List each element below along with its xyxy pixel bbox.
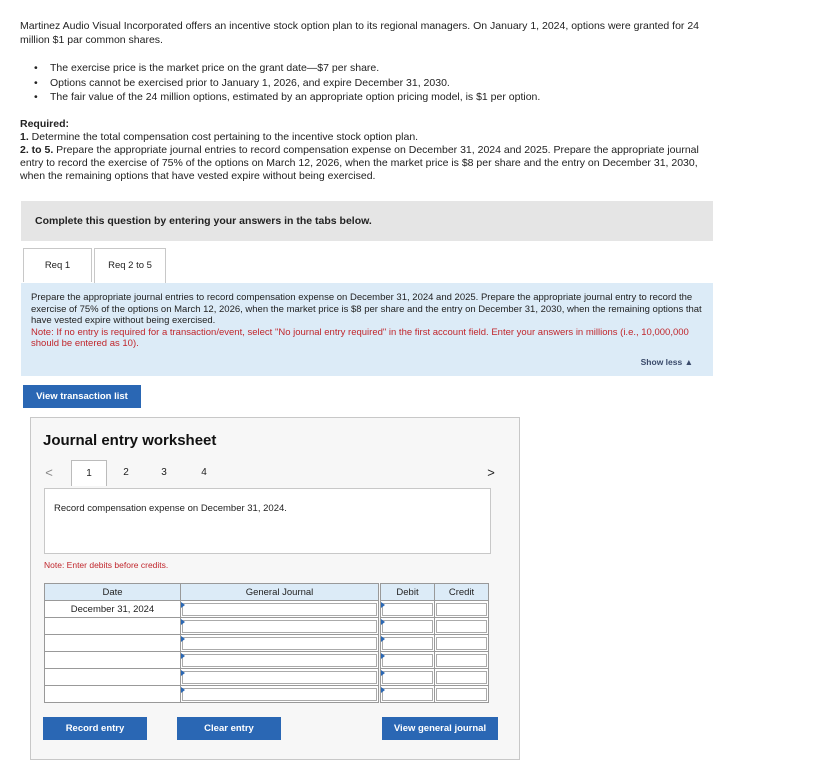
tab-req-1[interactable]: Req 1 (23, 248, 92, 282)
debit-input[interactable] (381, 652, 435, 669)
input-marker-icon (381, 653, 385, 659)
dropdown-arrow-icon (181, 619, 185, 625)
input-marker-icon (381, 602, 385, 608)
panel-instructions: Prepare the appropriate journal entries to record compensation expense on December 31, 2024 and 2025. Prepare the appropriate journal entry to record the exercise of 75% of the options on March 12, 2026, when the market price is $8 per share and the entry on December 31, 2030, when the remaining options that have vested expire without being exercised. (31, 292, 702, 326)
date-column-header: Date (45, 584, 181, 601)
worksheet-title: Journal entry worksheet (43, 432, 217, 449)
problem-intro: Martinez Audio Visual Incorporated offers an incentive stock option plan to its regional managers. On January 1, 2024, options were granted for 24 million $1 par common shares. (20, 20, 700, 46)
date-cell (45, 635, 181, 652)
entry-description: Record compensation expense on December 31, 2024. (44, 488, 491, 554)
clear-entry-button[interactable]: Clear entry (177, 717, 281, 740)
required-heading: Required: (20, 118, 70, 130)
date-cell (45, 686, 181, 703)
journal-entry-table (44, 583, 489, 703)
table-row (45, 669, 489, 686)
bullet-item: • The fair value of the 24 million options, estimated by an appropriate option pricing model, is $1 per option. (34, 90, 540, 105)
debit-input[interactable] (381, 635, 435, 652)
tab-instructions-panel (21, 283, 713, 376)
dropdown-arrow-icon (181, 687, 185, 693)
page-3-tab[interactable]: 3 (161, 467, 167, 478)
table-row (45, 635, 489, 652)
account-select[interactable] (181, 669, 379, 686)
next-page-chevron-icon[interactable]: > (487, 465, 495, 480)
credit-input[interactable] (435, 686, 489, 703)
bullet-item: • The exercise price is the market price on the grant date—$7 per share. (34, 61, 540, 76)
account-select[interactable] (181, 601, 379, 618)
required-item-2-text: Prepare the appropriate journal entries to record compensation expense on December 31, 2024 and 2025. Prepare the appropriate journal entry to record the exercise of 75% of the options on March 12, 2026, when the market price is $8 per share and the entry on December 31, 2030, when the remaining options that have vested expire without being exercised. (20, 144, 699, 182)
account-select[interactable] (181, 686, 379, 703)
table-row (45, 601, 489, 618)
required-item-1-text: Determine the total compensation cost pertaining to the incentive stock option plan. (28, 131, 419, 143)
input-marker-icon (381, 687, 385, 693)
panel-note: Note: If no entry is required for a transaction/event, select "No journal entry required" in the first account field. Enter your answers in millions (i.e., 10,000,000 should be entered as 10). (31, 326, 689, 349)
dropdown-arrow-icon (181, 602, 185, 608)
view-general-journal-button[interactable]: View general journal (382, 717, 498, 740)
table-row (45, 686, 489, 703)
debit-input[interactable] (381, 669, 435, 686)
table-header-row (45, 584, 489, 601)
table-row (45, 652, 489, 669)
credit-input[interactable] (435, 652, 489, 669)
dropdown-arrow-icon (181, 670, 185, 676)
required-section (20, 118, 720, 183)
page-2-tab[interactable]: 2 (123, 467, 129, 478)
account-select[interactable] (181, 618, 379, 635)
credit-input[interactable] (435, 618, 489, 635)
general-journal-column-header: General Journal (181, 584, 379, 601)
debit-input[interactable] (381, 618, 435, 635)
debit-input[interactable] (381, 601, 435, 618)
input-marker-icon (381, 619, 385, 625)
dropdown-arrow-icon (181, 653, 185, 659)
credit-input[interactable] (435, 635, 489, 652)
problem-bullets (34, 61, 540, 105)
record-entry-button[interactable]: Record entry (43, 717, 147, 740)
required-item-1-number: 1. (20, 131, 29, 143)
dropdown-arrow-icon (181, 636, 185, 642)
show-less-link[interactable]: Show less ▲ (640, 356, 693, 367)
prev-page-chevron-icon[interactable]: < (45, 465, 53, 480)
account-select[interactable] (181, 635, 379, 652)
credit-input[interactable] (435, 601, 489, 618)
required-item-2-number: 2. to 5. (20, 144, 54, 156)
tab-req-2-to-5[interactable]: Req 2 to 5 (94, 248, 166, 284)
account-select[interactable] (181, 652, 379, 669)
debit-input[interactable] (381, 686, 435, 703)
credit-input[interactable] (435, 669, 489, 686)
credit-column-header: Credit (435, 584, 489, 601)
input-marker-icon (381, 636, 385, 642)
bullet-item: • Options cannot be exercised prior to January 1, 2026, and expire December 31, 2030. (34, 76, 540, 91)
table-row (45, 618, 489, 635)
date-cell (45, 652, 181, 669)
page-4-tab[interactable]: 4 (201, 467, 207, 478)
debits-before-credits-note: Note: Enter debits before credits. (44, 560, 169, 570)
date-cell (45, 669, 181, 686)
input-marker-icon (381, 670, 385, 676)
view-transaction-list-button[interactable]: View transaction list (23, 385, 141, 408)
debit-column-header: Debit (381, 584, 435, 601)
instruction-banner: Complete this question by entering your answers in the tabs below. (21, 201, 713, 241)
date-cell: December 31, 2024 (45, 601, 181, 618)
date-cell (45, 618, 181, 635)
page-1-tab[interactable]: 1 (71, 460, 107, 486)
